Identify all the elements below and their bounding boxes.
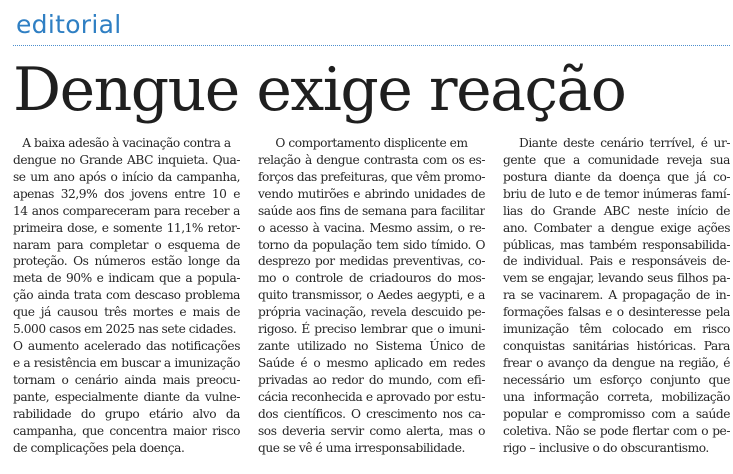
text-line: se um ano após o início da campanha, [13,169,240,184]
text-line: privadas ao redor do mundo, com efi- [258,372,485,387]
text-line: formações falsas e o desinteresse pela [503,305,730,320]
text-line: saúde aos fins de semana para facilitar [258,203,485,218]
text-line: proteção. Os números estão longe da [13,254,240,269]
headline: Dengue exige reação [13,55,626,125]
text-line: própria vacinação, revela descuido pe- [258,305,485,320]
text-line: rigoso. É preciso lembrar que o imuni- [258,322,485,337]
text-line: ção ainda trata com descaso problema [13,288,240,303]
text-line: postura diante da doença que já co- [503,169,730,184]
text-line: naram para completar o esquema de [13,237,240,252]
article-column-1 [13,135,240,457]
text-line: torno da população tem sido tímido. O [258,237,485,252]
text-line: dengue no Grande ABC inquieta. Qua- [13,152,240,167]
text-line: tornam o cenário ainda mais preocu- [13,372,240,387]
text-line: rabilidade do grupo etário alvo da [13,406,240,421]
text-line: O aumento acelerado das notificações [13,339,240,354]
text-line: sos deveria servir como alerta, mas o [258,423,485,438]
text-line: vendo mutirões e abrindo unidades de [258,186,485,201]
text-line: Diante deste cenário terrível, é ur- [519,136,730,150]
text-line: públicas, mas também responsabilida- [503,237,730,252]
section-label: editorial [16,10,122,39]
text-line: primeira dose, e somente 11,1% retor- [13,220,240,235]
text-line: vem se engajar, levando seus filhos pa- [503,271,730,286]
text-line: quito transmissor, o Aedes aegypti, e a [258,288,485,303]
text-line: de complicações pela doença. [13,440,185,455]
text-line: Saúde é o mesmo aplicado em redes [258,355,485,370]
text-line: mo o controle de criadouros do mos- [258,271,485,286]
text-line: 5.000 casos em 2025 nas sete cidades. [13,322,237,337]
text-line: cácia reconhecida e aprovado por estu- [258,389,485,404]
text-line: briu de luto e de temor inúmeras famí- [503,186,730,201]
text-line: e a resistência em buscar a imunização [13,355,240,370]
article-column-3 [503,135,730,457]
text-line: zante utilizado no Sistema Único de [258,339,485,354]
text-line: lias do Grande ABC neste início de [503,203,730,218]
text-line: una informação correta, mobilização [503,389,730,404]
text-line: campanha, que concentra maior risco [13,423,240,438]
text-line: de individual. Pais e responsáveis de- [503,254,730,269]
text-line: imunização têm colocado em risco [503,322,730,337]
text-line: relação à dengue contrasta com os es- [258,152,485,167]
text-line: desprezo por medidas preventivas, co- [258,254,485,269]
text-line: coletiva. Não se pode flertar com o pe- [503,423,730,438]
text-line: necessário um esforço conjunto que [503,372,730,387]
text-line: A baixa adesão à vacinação contra a [22,136,231,150]
text-line: que já causou três mortes e mais de [13,305,240,320]
text-line: gente que a comunidade reveja sua [503,152,730,167]
article-column-2 [258,135,485,457]
text-line: ra se vacinarem. A propagação de in- [503,288,730,303]
text-line: ano. Combater a dengue exige ações [503,220,730,235]
text-line: pante, especialmente diante da vulne- [13,389,240,404]
text-line: meta de 90% e indicam que a popula- [13,271,240,286]
text-line: rigo – inclusive o do obscurantismo. [503,440,709,455]
text-line: 14 anos compareceram para receber a [13,203,240,218]
text-line: popular e compromisso com a saúde [503,406,730,421]
text-line: forços das prefeituras, que vêm promo- [258,169,485,184]
section-divider [13,45,730,46]
text-line: que se vê é uma irresponsabilidade. [258,440,465,455]
text-line: O comportamento displicente em [275,136,468,150]
text-line: dos científicos. O crescimento nos ca- [258,406,485,421]
text-line: frear o avanço da dengue na região, é [503,355,730,370]
text-line: conquistas sanitárias históricas. Para [503,339,730,354]
text-line: apenas 32,9% dos jovens entre 10 e [13,186,240,201]
text-line: o acesso à vacina. Mesmo assim, o re- [258,220,485,235]
